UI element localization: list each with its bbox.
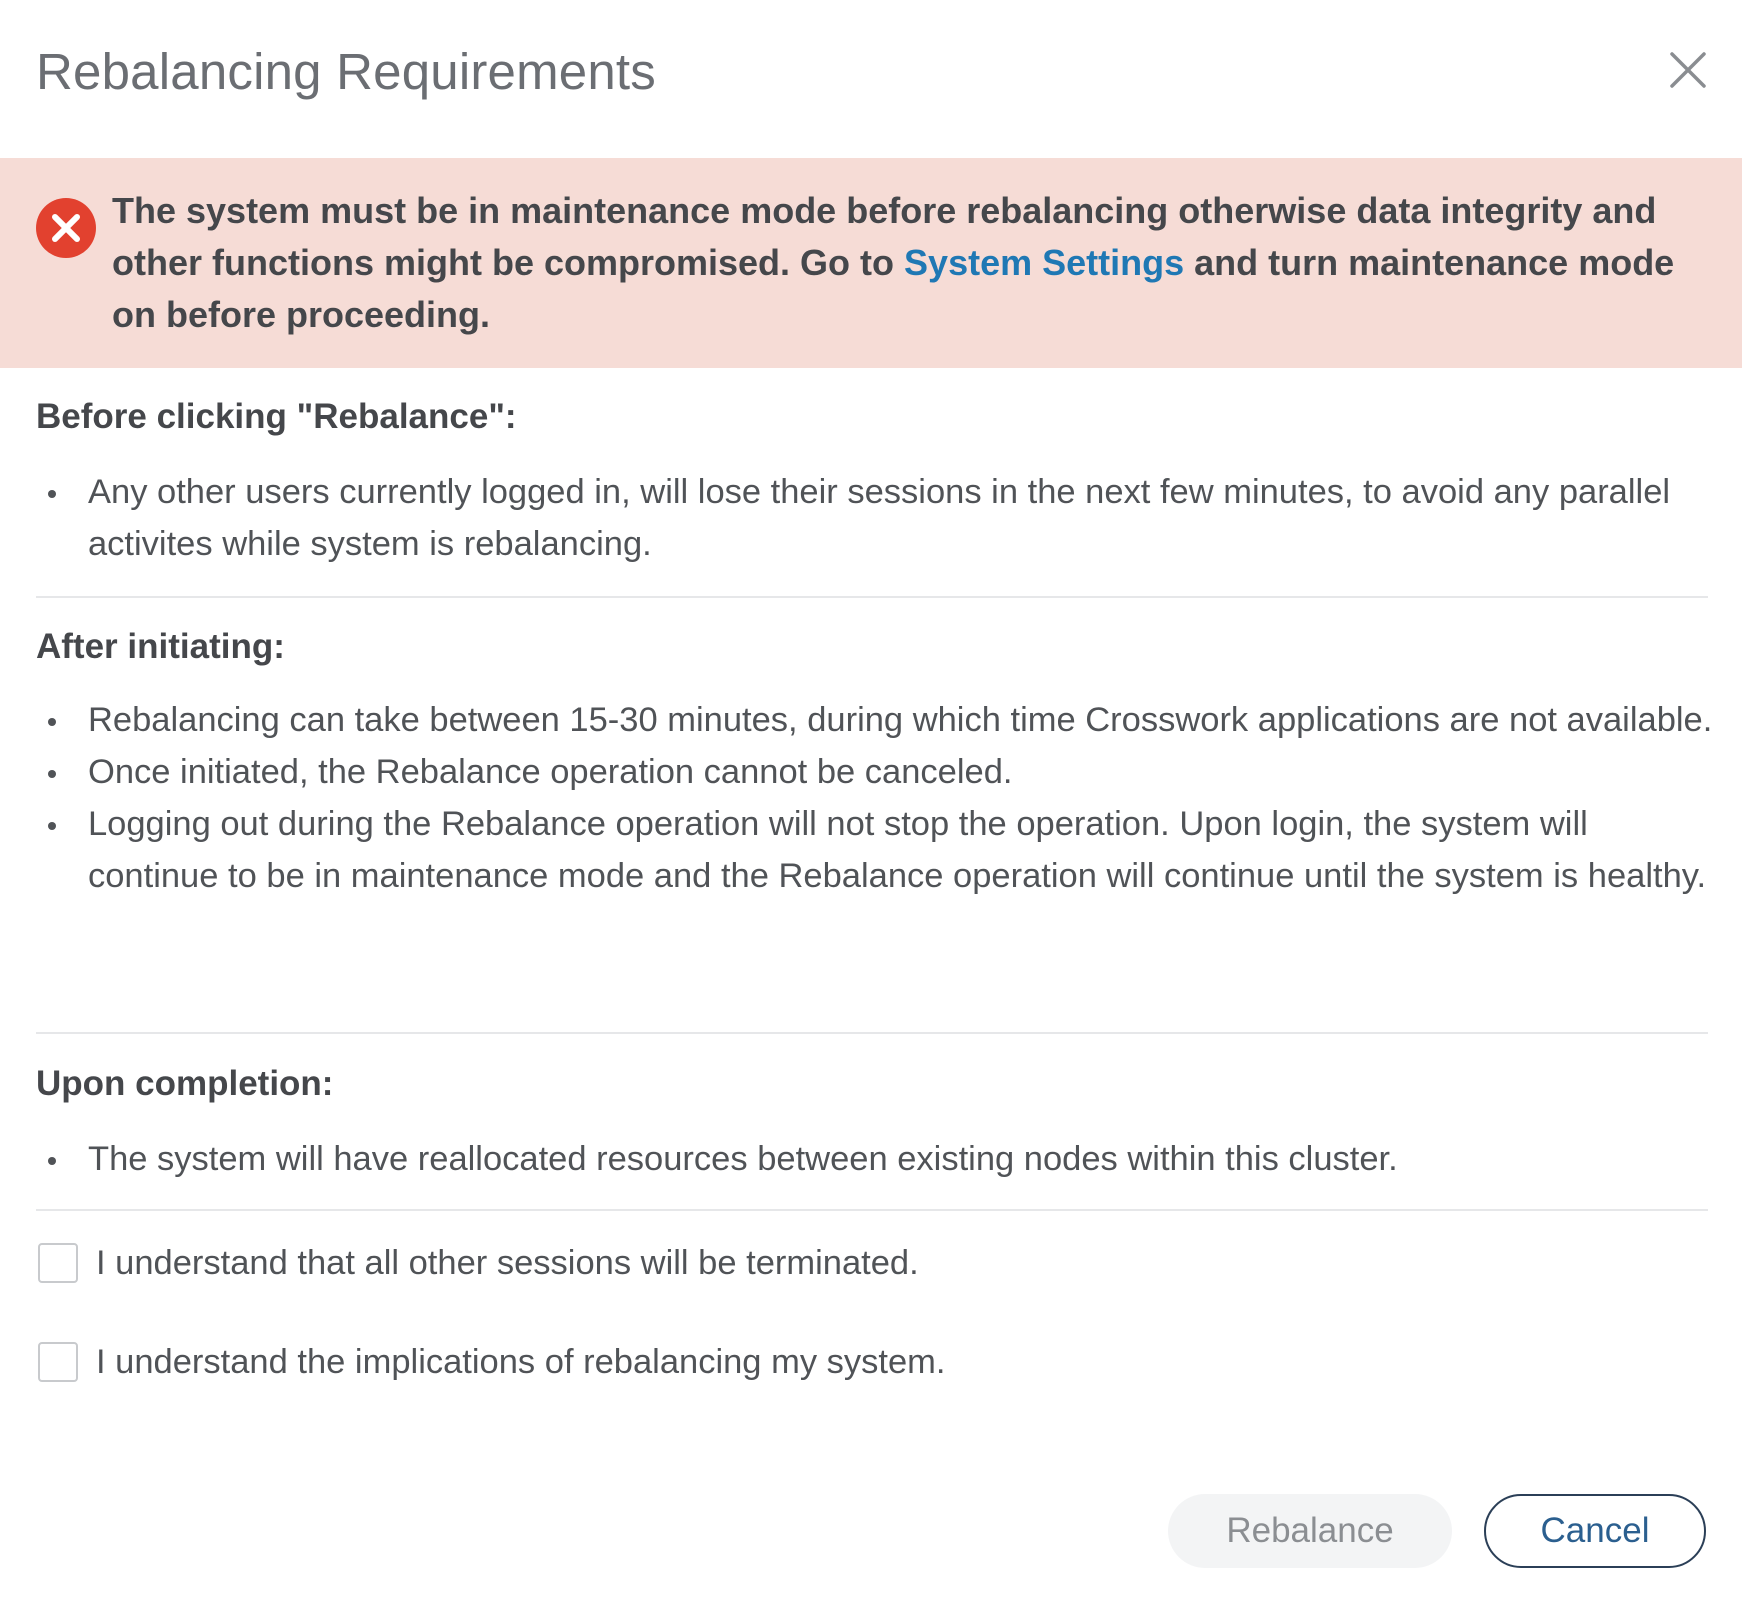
cancel-button[interactable]: Cancel bbox=[1484, 1494, 1706, 1568]
close-button[interactable] bbox=[1668, 50, 1708, 90]
sessions-terminated-checkbox-row[interactable] bbox=[38, 1240, 919, 1286]
divider bbox=[36, 596, 1708, 598]
section-heading-completion: Upon completion: bbox=[36, 1064, 334, 1103]
alert-text-after: and turn maintenance mode on before proceeding. bbox=[112, 242, 1675, 335]
rebalance-button[interactable]: Rebalance bbox=[1168, 1494, 1452, 1568]
checkbox-label: I understand that all other sessions will be terminated. bbox=[96, 1243, 919, 1282]
list-item: Logging out during the Rebalance operation will not stop the operation. Upon login, the system will continue to be in maintenance mode and the Rebalance operation will continue until the system is healthy. bbox=[36, 798, 1716, 902]
section-heading-after: After initiating: bbox=[36, 627, 285, 666]
alert-message bbox=[112, 185, 1702, 341]
after-list bbox=[36, 694, 1716, 902]
error-circle-icon bbox=[34, 196, 98, 260]
dialog-title: Rebalancing Requirements bbox=[36, 43, 656, 100]
implications-checkbox-row[interactable] bbox=[38, 1339, 946, 1385]
list-item: Rebalancing can take between 15-30 minutes, during which time Crosswork applications are not available. bbox=[36, 694, 1716, 746]
list-item: Any other users currently logged in, will lose their sessions in the next few minutes, to avoid any parallel activites while system is rebalancing. bbox=[36, 466, 1716, 570]
divider bbox=[36, 1032, 1708, 1034]
close-icon bbox=[1668, 50, 1708, 90]
implications-checkbox[interactable] bbox=[38, 1342, 78, 1382]
sessions-terminated-checkbox[interactable] bbox=[38, 1243, 78, 1283]
section-heading-before: Before clicking "Rebalance": bbox=[36, 397, 517, 436]
dialog-header bbox=[0, 0, 1742, 150]
completion-list bbox=[36, 1133, 1716, 1185]
list-item: Once initiated, the Rebalance operation cannot be canceled. bbox=[36, 746, 1716, 798]
divider bbox=[36, 1209, 1708, 1211]
before-list bbox=[36, 466, 1716, 570]
checkbox-label: I understand the implications of rebalancing my system. bbox=[96, 1342, 946, 1381]
alert-text-before: The system must be in maintenance mode before rebalancing otherwise data integrity and other functions might be compromised. Go to bbox=[112, 190, 1657, 283]
system-settings-link[interactable]: System Settings bbox=[904, 242, 1185, 283]
list-item: The system will have reallocated resources between existing nodes within this cluster. bbox=[36, 1133, 1716, 1185]
